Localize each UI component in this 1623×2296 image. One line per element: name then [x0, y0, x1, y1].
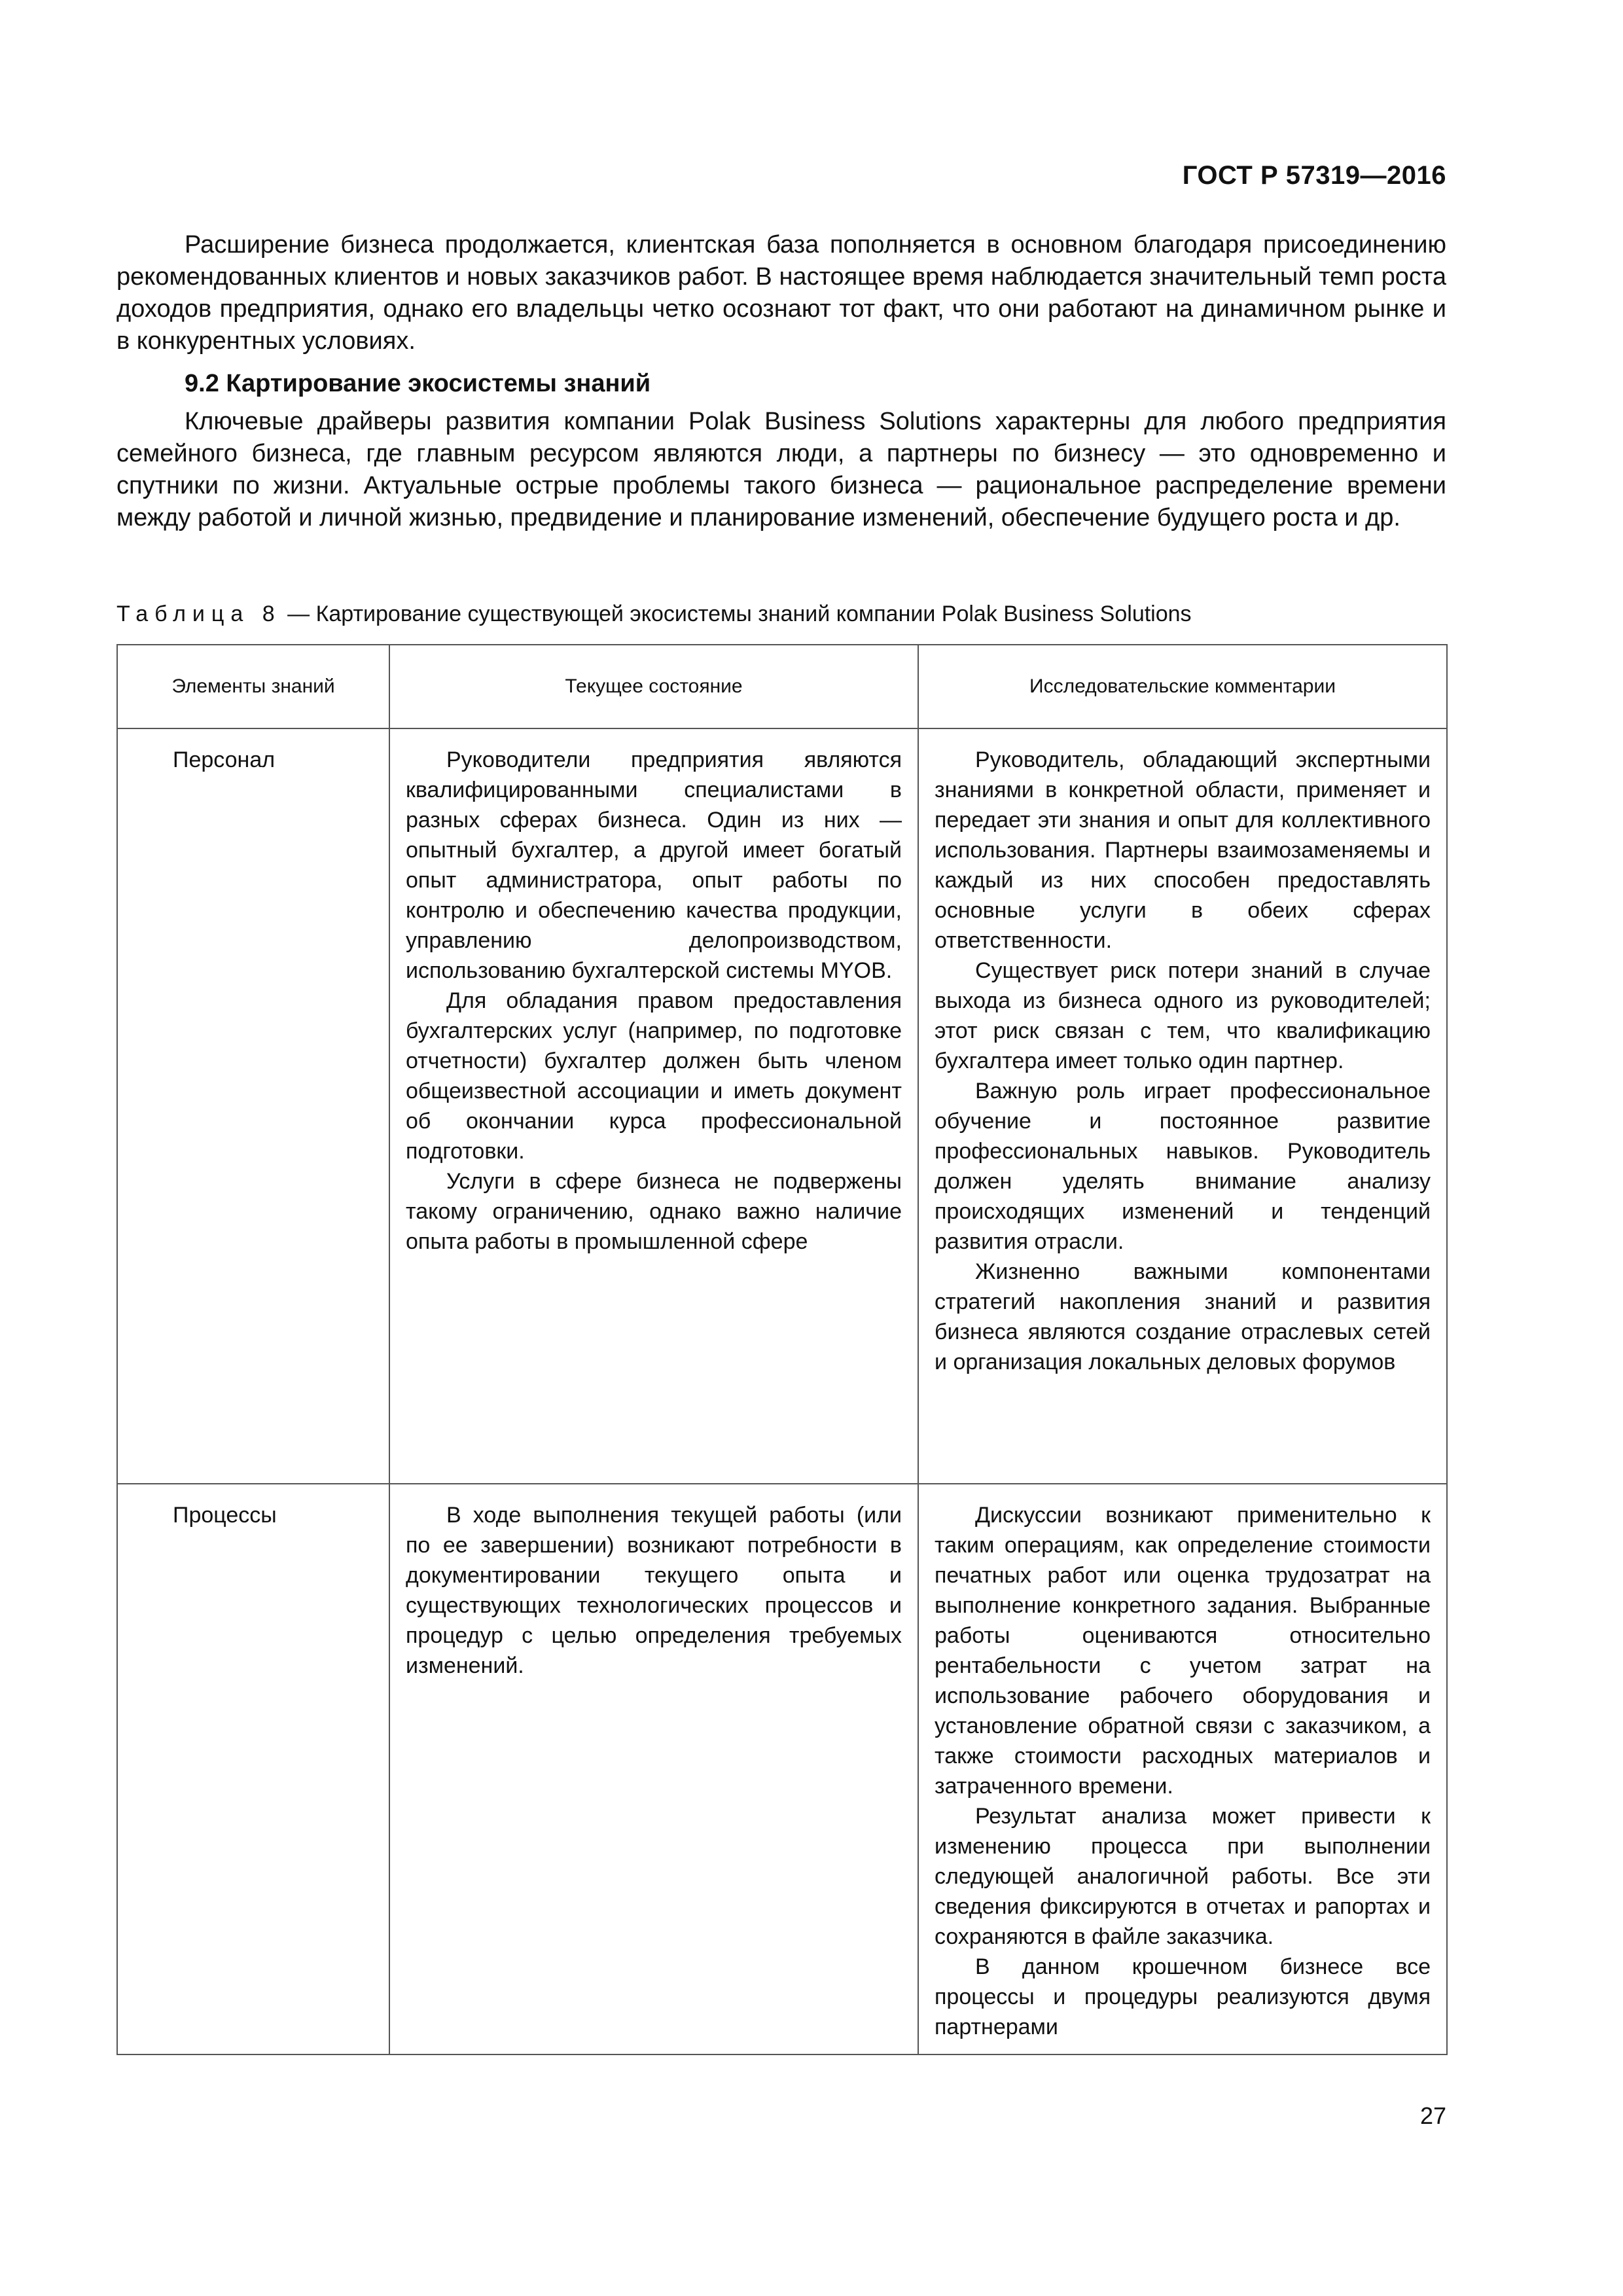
header-research-comments: Исследовательские комментарии [918, 645, 1447, 728]
knowledge-ecosystem-table [116, 644, 1448, 2055]
header-current-state: Текущее состояние [389, 645, 918, 728]
cell-paragraph: Существует риск потери знаний в случае выхода из бизнеса одного из руководителей; этот риск связан с тем, что квалификацию бухгалтера имеет только один партнер. [935, 958, 1431, 1073]
research-comments-cell [918, 728, 1447, 1484]
page-number: 27 [1419, 2102, 1446, 2129]
research-comments-cell [918, 1484, 1447, 2054]
element-personnel: Персонал [117, 728, 389, 1484]
current-state-cell [389, 728, 918, 1484]
document-code: ГОСТ Р 57319—2016 [1182, 161, 1446, 190]
cell-paragraph: В данном крошечном бизнесе все процессы и процедуры реализуются двумя партнерами [935, 1954, 1431, 2039]
table-caption [116, 600, 1192, 628]
section-text [116, 406, 1446, 534]
cell-paragraph: Результат анализа может привести к изменению процесса при выполнении следующей аналогичной работы. Все эти сведения фиксируются в отчетах и рапортах и сохраняются в файле заказчика. [935, 1804, 1431, 1949]
cell-paragraph: Руководители предприятия являются квалифицированными специалистами в разных сферах бизнеса. Один из них — опытный бухгалтер, а другой имеет богатый опыт администратора, опыт работы по контролю и обеспечению качества продукции, управлению делопроизводством, использованию бухгалтерской системы MYOB. [406, 747, 902, 983]
cell-paragraph: Для обладания правом предоставления бухгалтерских услуг (например, по подготовке отчетности) бухгалтер должен быть членом общеизвестной ассоциации и иметь документ об окончании курса профессиональной подготовки. [406, 988, 902, 1164]
cell-paragraph: Услуги в сфере бизнеса не подвержены такому ограничению, однако важно наличие опыта работы в промышленной сфере [406, 1169, 902, 1254]
cell-paragraph: В ходе выполнения текущей работы (или по ее завершении) возникают потребности в документировании текущего опыта и существующих технологических процессов и процедур с целью определения требуемых изменений. [406, 1503, 902, 1678]
section-heading: 9.2 Картирование экосистемы знаний [185, 370, 651, 397]
table-row [117, 728, 1447, 1484]
cell-paragraph: Дискуссии возникают применительно к таким операциям, как определение стоимости печатных работ или оценка трудозатрат на выполнение конкретного задания. Выбранные работы оцениваются относительно рентабельности с учетом затрат на использование рабочего оборудования и установление обратной связи с заказчиком, а также стоимости расходных материалов и затраченного времени. [935, 1503, 1431, 1799]
table-caption-text: — Картирование существующей экосистемы знаний компании Polak Business Solutions [281, 601, 1192, 626]
cell-paragraph: Важную роль играет профессиональное обучение и постоянное развитие профессиональных навыков. Руководитель должен уделять внимание анализу происходящих изменений и тенденций развития отрасли. [935, 1079, 1431, 1254]
current-state-cell [389, 1484, 918, 2054]
table-row [117, 1484, 1447, 2054]
section-paragraph: Ключевые драйверы развития компании Polak Business Solutions характерны для любого предприятия семейного бизнеса, где главным ресурсом являются люди, а партнеры по бизнесу — это одновременно и спутники по жизни. Актуальные острые проблемы такого бизнеса — рациональное распределение времени между работой и личной жизнью, предвидение и планирование изменений, обеспечение будущего роста и др. [116, 408, 1446, 531]
intro-text [116, 229, 1446, 357]
cell-paragraph: Жизненно важными компонентами стратегий накопления знаний и развития бизнеса являются создание отраслевых сетей и организация локальных деловых форумов [935, 1259, 1431, 1374]
table-caption-label: Таблица 8 [116, 601, 281, 626]
intro-paragraph: Расширение бизнеса продолжается, клиентская база пополняется в основном благодаря присоединению рекомендованных клиентов и новых заказчиков работ. В настоящее время наблюдается значительный темп роста доходов предприятия, однако его владельцы четко осознают тот факт, что они работают на динамичном рынке и в конкурентных условиях. [116, 231, 1446, 355]
cell-paragraph: Руководитель, обладающий экспертными знаниями в конкретной области, применяет и передает эти знания и опыт для коллективного использования. Партнеры взаимозаменяемы и каждый из них способен предоставлять основные услуги в обеих сферах ответственности. [935, 747, 1431, 953]
table-header-row [117, 645, 1447, 728]
element-processes: Процессы [117, 1484, 389, 2054]
header-knowledge-elements: Элементы знаний [117, 645, 389, 728]
